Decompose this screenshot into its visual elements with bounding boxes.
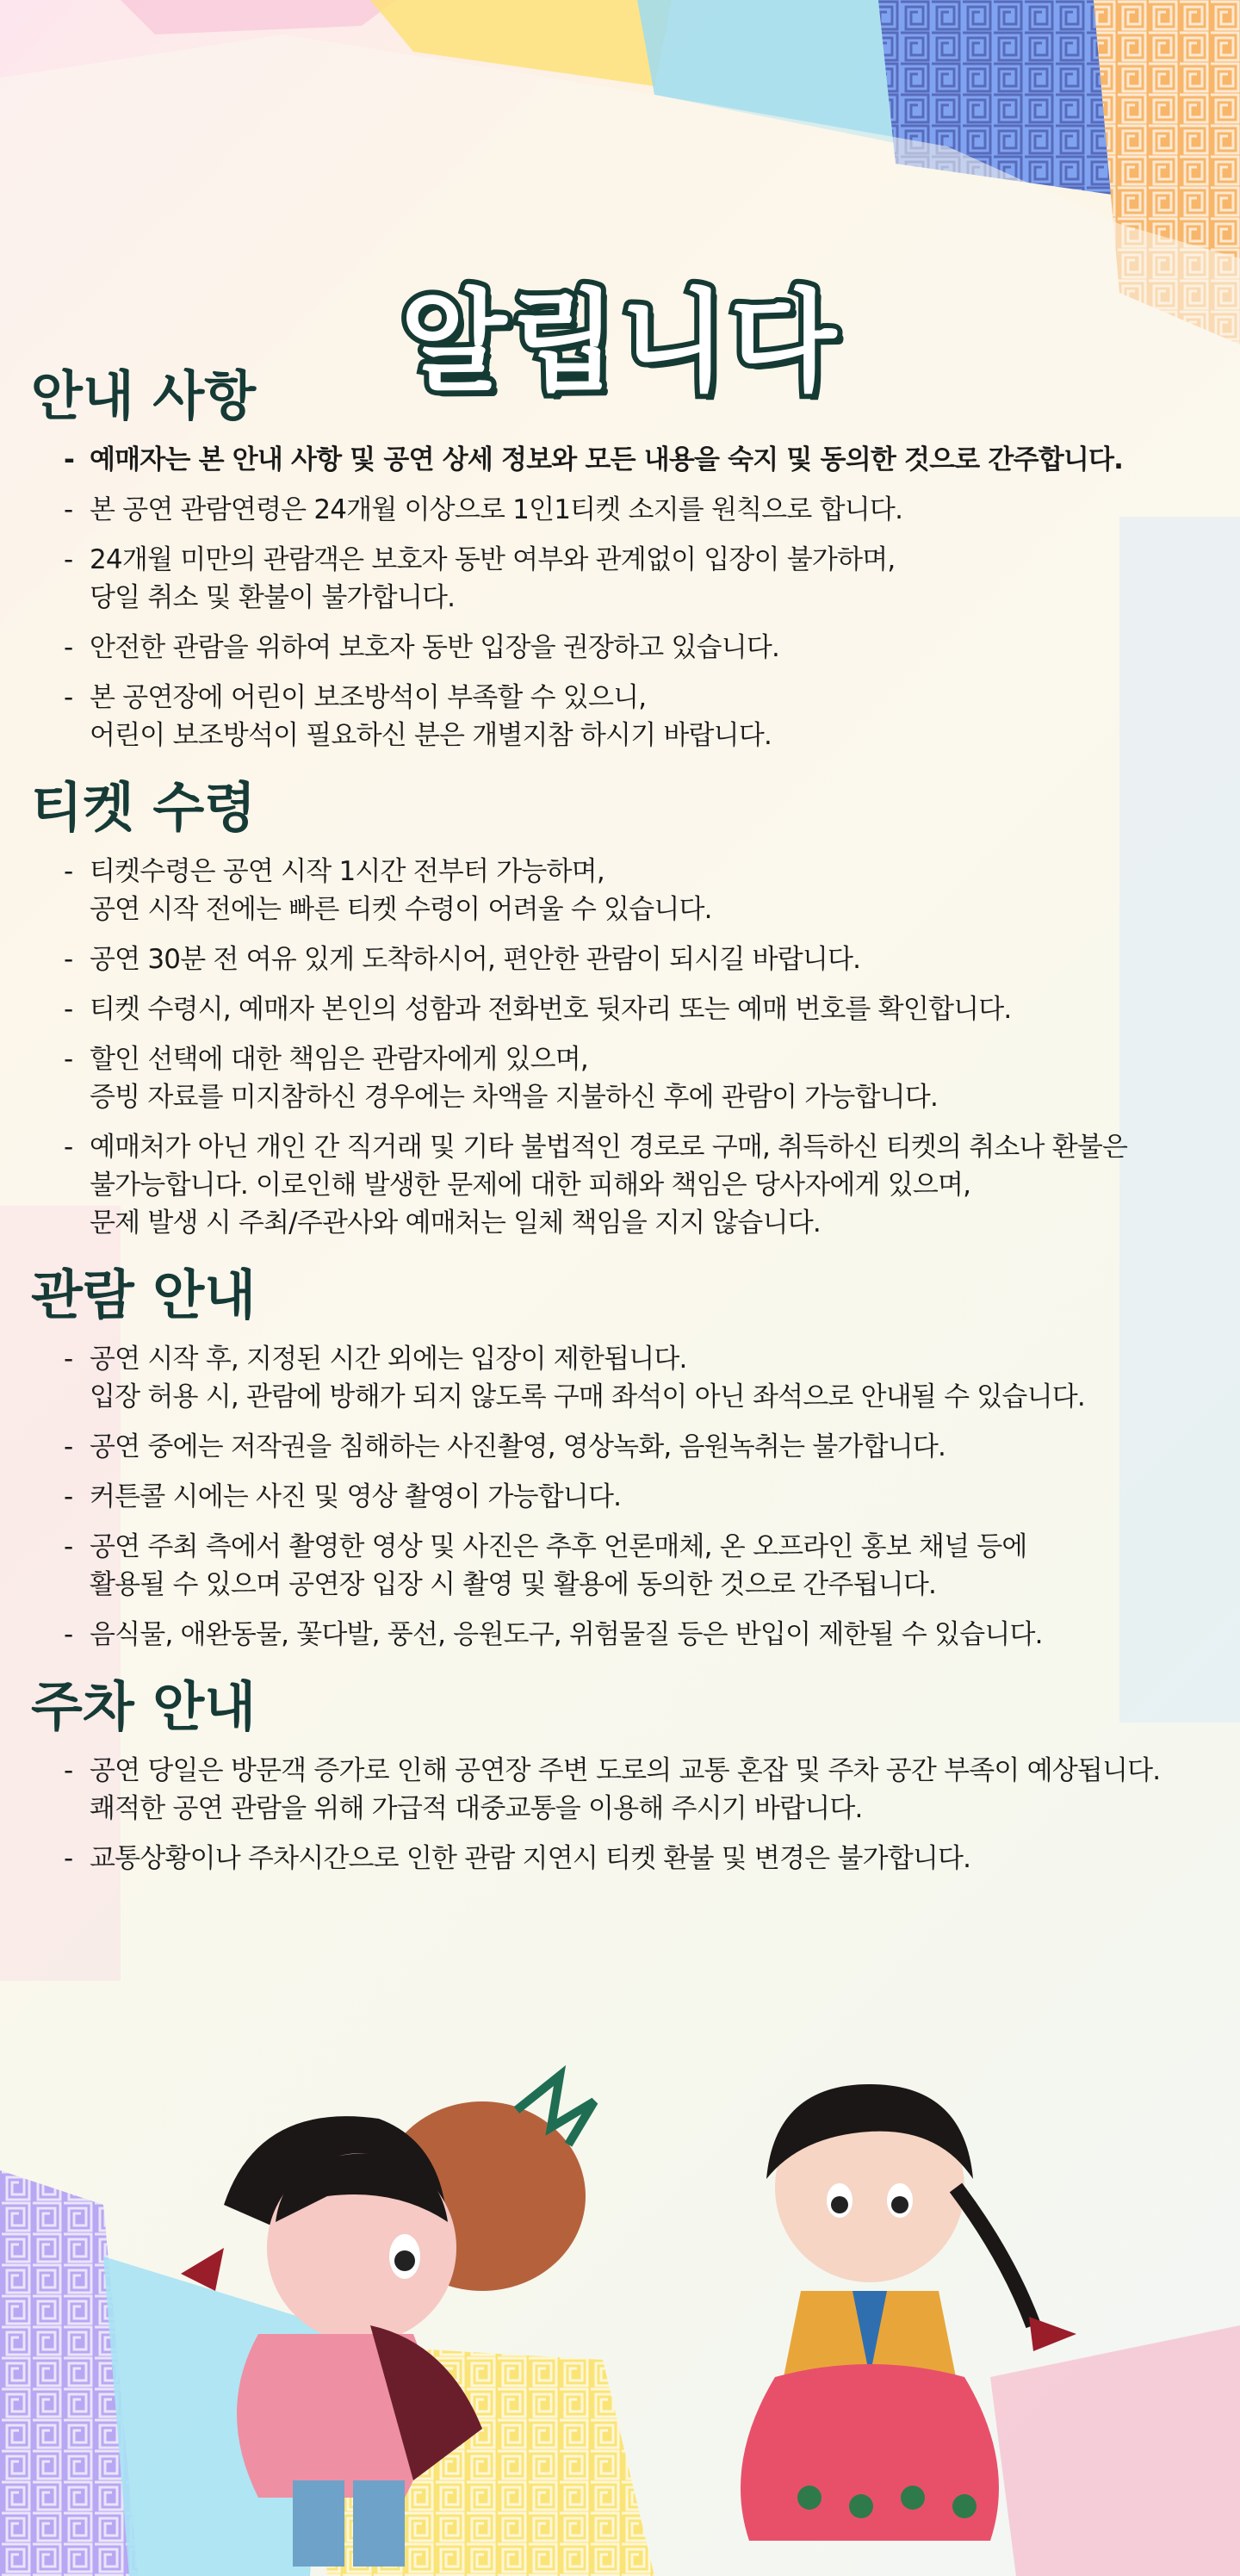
list-item: - 공연 당일은 방문객 증가로 인해 공연장 주변 도로의 교통 혼잡 및 주차 공간 부족이 예상됩니다. 쾌적한 공연 관람을 위해 가급적 대중교통을 이용해 주시기 바랍니다.	[64, 1752, 1240, 1828]
list-item: - 예매자는 본 안내 사항 및 공연 상세 정보와 모든 내용을 숙지 및 동의한 것으로 간주합니다.	[64, 441, 1240, 479]
list-item: - 교통상황이나 주차시간으로 인한 관람 지연시 티켓 환불 및 변경은 불가합니다.	[64, 1840, 1240, 1878]
section-guide	[31, 362, 1240, 754]
list-item: - 할인 선택에 대한 책임은 관람자에게 있으며, 증빙 자료를 미지참하신 경우에는 차액을 지불하신 후에 관람이 가능합니다.	[64, 1040, 1240, 1116]
list-item: - 공연 30분 전 여유 있게 도착하시어, 편안한 관람이 되시길 바랍니다.	[64, 940, 1240, 978]
section-ticket	[31, 773, 1240, 1242]
list-item: - 본 공연장에 어린이 보조방석이 부족할 수 있으니, 어린이 보조방석이 필요하신 분은 개별지참 하시기 바랍니다.	[64, 679, 1240, 754]
girl-in-hanbok-illustration	[741, 2084, 1076, 2541]
section-title: 티켓 수령	[31, 776, 257, 839]
item-list	[31, 853, 1240, 1242]
section-parking	[31, 1673, 1240, 1878]
item-list	[31, 1752, 1240, 1878]
section-viewing	[31, 1261, 1240, 1654]
page-title: 알립니다	[400, 277, 840, 407]
girl-with-creature-illustration	[181, 2076, 594, 2567]
list-item: - 티켓수령은 공연 시작 1시간 전부터 가능하며, 공연 시작 전에는 빠른 티켓 수령이 어려울 수 있습니다.	[64, 853, 1240, 928]
children-illustration	[0, 2050, 1240, 2576]
notice-content	[0, 362, 1240, 1890]
list-item: - 24개월 미만의 관람객은 보호자 동반 여부와 관계없이 입장이 불가하며, 당일 취소 및 환불이 불가합니다.	[64, 541, 1240, 617]
section-title: 안내 사항	[31, 364, 257, 427]
list-item: - 커튼콜 시에는 사진 및 영상 촬영이 가능합니다.	[64, 1478, 1240, 1516]
list-item: - 공연 주최 측에서 촬영한 영상 및 사진은 추후 언론매체, 온 오프라인 홍보 채널 등에 활용될 수 있으며 공연장 입장 시 촬영 및 활용에 동의한 것으로 간주됩니다.	[64, 1528, 1240, 1604]
list-item: - 안전한 관람을 위하여 보호자 동반 입장을 권장하고 있습니다.	[64, 629, 1240, 667]
section-title: 관람 안내	[31, 1263, 257, 1326]
list-item: - 예매처가 아닌 개인 간 직거래 및 기타 불법적인 경로로 구매, 취득하신 티켓의 취소나 환불은 불가능합니다. 이로인해 발생한 문제에 대한 피해와 책임은 당사자에게 있으며, 문제 발생 시 주최/주관사와 예매처는 일체 책임을 지지 않습니다.	[64, 1128, 1240, 1242]
list-item: - 공연 중에는 저작권을 침해하는 사진촬영, 영상녹화, 음원녹취는 불가합니다.	[64, 1428, 1240, 1466]
item-list	[31, 1340, 1240, 1654]
list-item: - 음식물, 애완동물, 꽃다발, 풍선, 응원도구, 위험물질 등은 반입이 제한될 수 있습니다.	[64, 1616, 1240, 1654]
list-item: - 본 공연 관람연령은 24개월 이상으로 1인1티켓 소지를 원칙으로 합니다.	[64, 491, 1240, 529]
item-list	[31, 441, 1240, 754]
list-item: - 공연 시작 후, 지정된 시간 외에는 입장이 제한됩니다. 입장 허용 시, 관람에 방해가 되지 않도록 구매 좌석이 아닌 좌석으로 안내될 수 있습니다.	[64, 1340, 1240, 1416]
section-title: 주차 안내	[31, 1675, 257, 1738]
list-item: - 티켓 수령시, 예매자 본인의 성함과 전화번호 뒷자리 또는 예매 번호를 확인합니다.	[64, 990, 1240, 1028]
